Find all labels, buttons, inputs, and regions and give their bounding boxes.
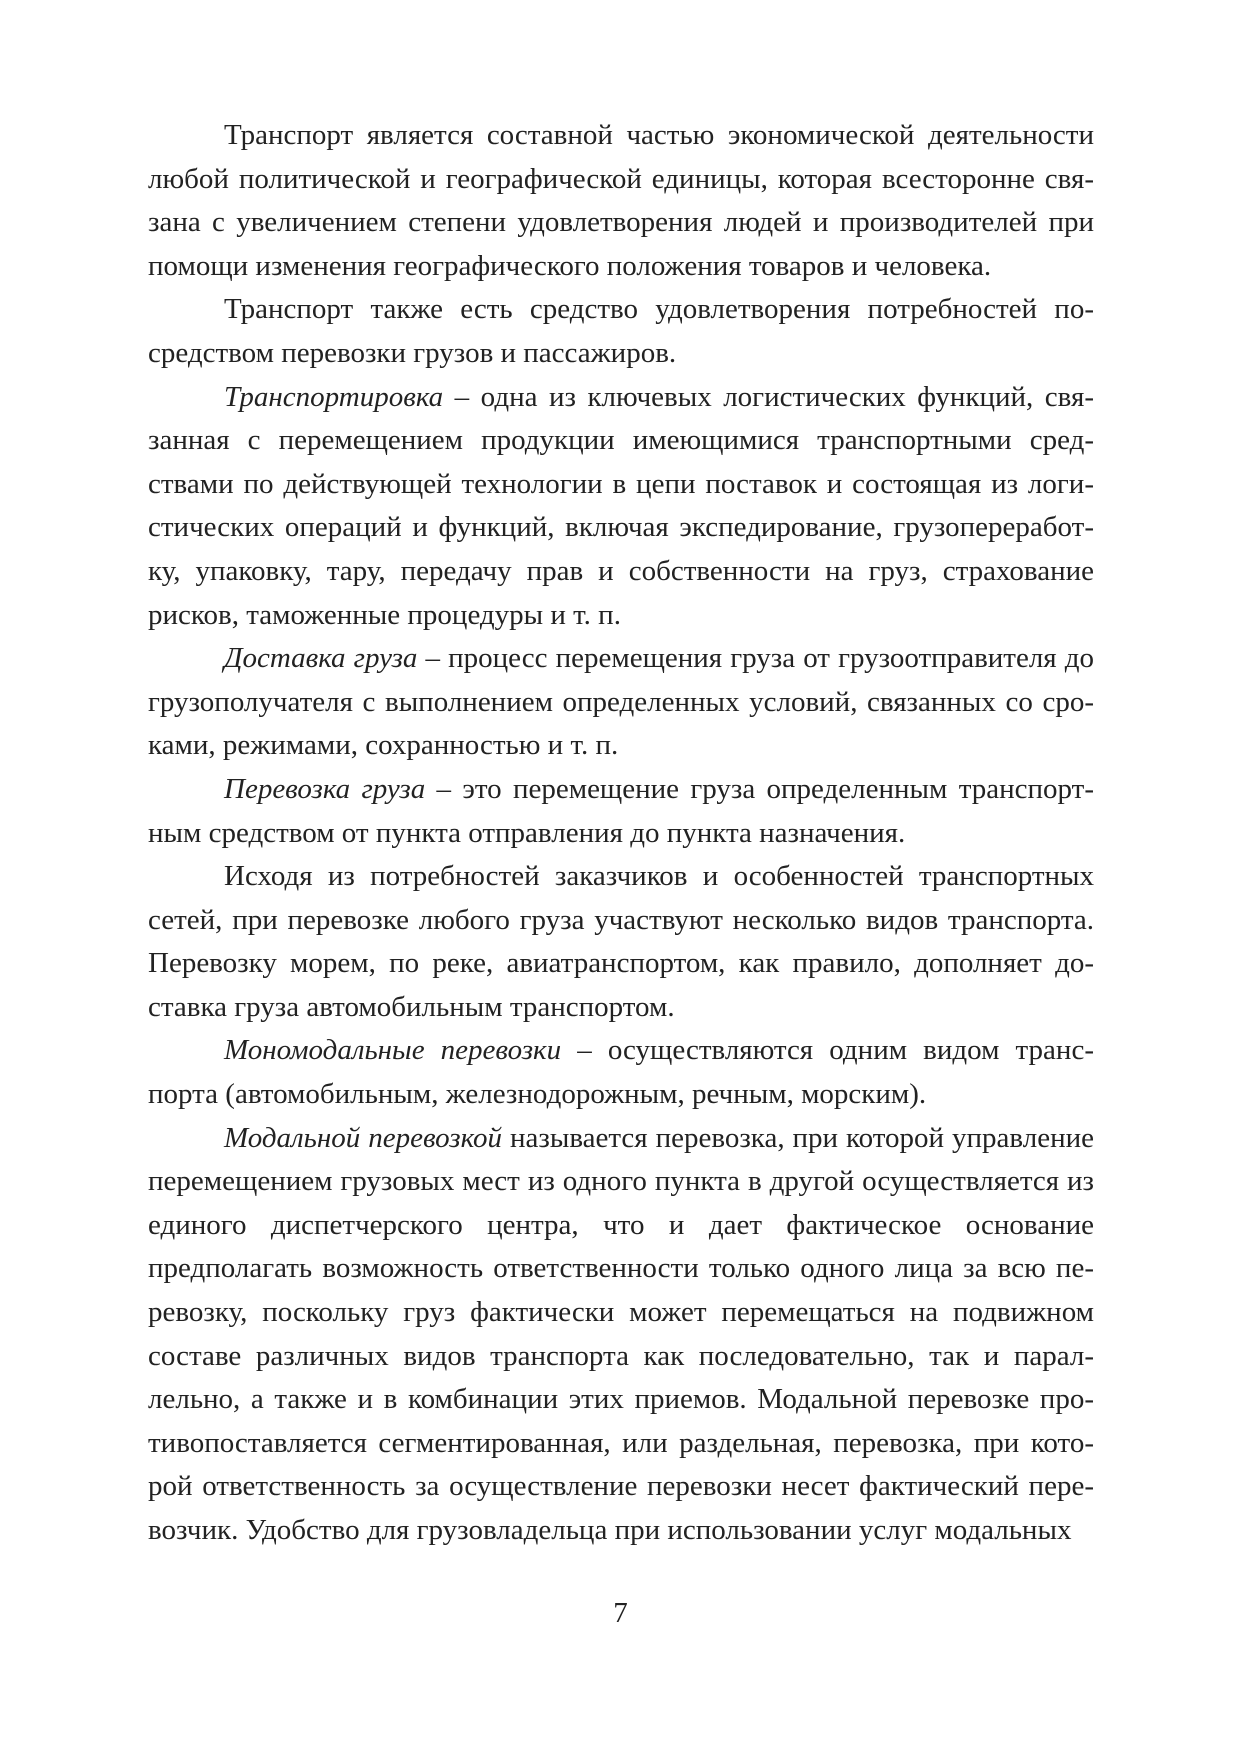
paragraph-cargo-delivery xyxy=(148,637,1094,768)
term-transportation: Транспортировка xyxy=(224,380,444,413)
paragraph-transport-means xyxy=(148,288,1094,375)
paragraph-text: Транспорт также есть средство удовлетворения потребностей посредством перевозки грузов и пассажиров. xyxy=(148,293,1094,369)
term-cargo-delivery: Доставка груза xyxy=(224,642,418,675)
paragraph-transportation xyxy=(148,376,1094,638)
term-modal: Модальной перевозкой xyxy=(224,1121,503,1154)
paragraph-text: – это перемещение груза определенным транспортным средством от пункта отправления до пункта назначения. xyxy=(148,772,1094,849)
paragraph-text: Транспорт является составной частью экономической деятельности любой политической и географической единицы, которая всесторонне связана с увеличением степени удовлетворения людей и производителей при помощи изменения географического положения товаров и человека. xyxy=(148,119,1094,282)
paragraph-cargo-carriage xyxy=(148,768,1094,855)
page-body xyxy=(148,114,1094,1553)
term-cargo-carriage: Перевозка груза xyxy=(224,772,426,805)
term-monomodal: Мономодальные перевозки xyxy=(224,1034,562,1067)
paragraph-transport-networks xyxy=(148,855,1094,1029)
paragraph-text: Исходя из потребностей заказчиков и особенностей транспортных сетей, при перевозке любого груза участвуют несколько видов транспорта. Перевозку морем, по реке, авиатранспортом, как правило, дополняет доставка груза автомобильным транспортом. xyxy=(148,860,1094,1023)
paragraph-modal xyxy=(148,1117,1094,1553)
paragraph-monomodal xyxy=(148,1029,1094,1116)
paragraph-text: – процесс перемещения груза от грузоотправителя до грузополучателя с выполнением определенных условий, связанных со сроками, режимами, сохранностью и т. п. xyxy=(148,642,1094,762)
paragraph-text: – осуществляются одним видом транспорта (автомобильным, железнодорожным, речным, морским). xyxy=(148,1034,1094,1111)
paragraph-text: называется перевозка, при которой управление перемещением грузовых мест из одного пункта в другой осуществляется из единого диспетчерского центра, что и дает фактическое основание предполагать возможность ответственности только одного лица за всю перевозку, поскольку груз фактически может перемещаться на подвижном составе различных видов транспорта как последовательно, так и параллельно, а также и в комбинации этих приемов. Модальной перевозке противопоставляется сегментированная, или раздельная, перевозка, при которой ответственность за осуществление перевозки несет фактический перевозчик. Удобство для грузовладельца при использовании услуг модальных xyxy=(148,1121,1094,1546)
page-number: 7 xyxy=(613,1597,628,1629)
paragraph-text: – одна из ключевых логистических функций, связанная с перемещением продукции имеющимися транспортными средствами по действующей технологии в цепи поставок и состоящая из логистических операций и функций, включая экспедирование, грузопереработку, упаковку, тару, передачу прав и собственности на груз, страхование рисков, таможенные процедуры и т. п. xyxy=(148,380,1094,631)
paragraph-transport-definition xyxy=(148,114,1094,288)
